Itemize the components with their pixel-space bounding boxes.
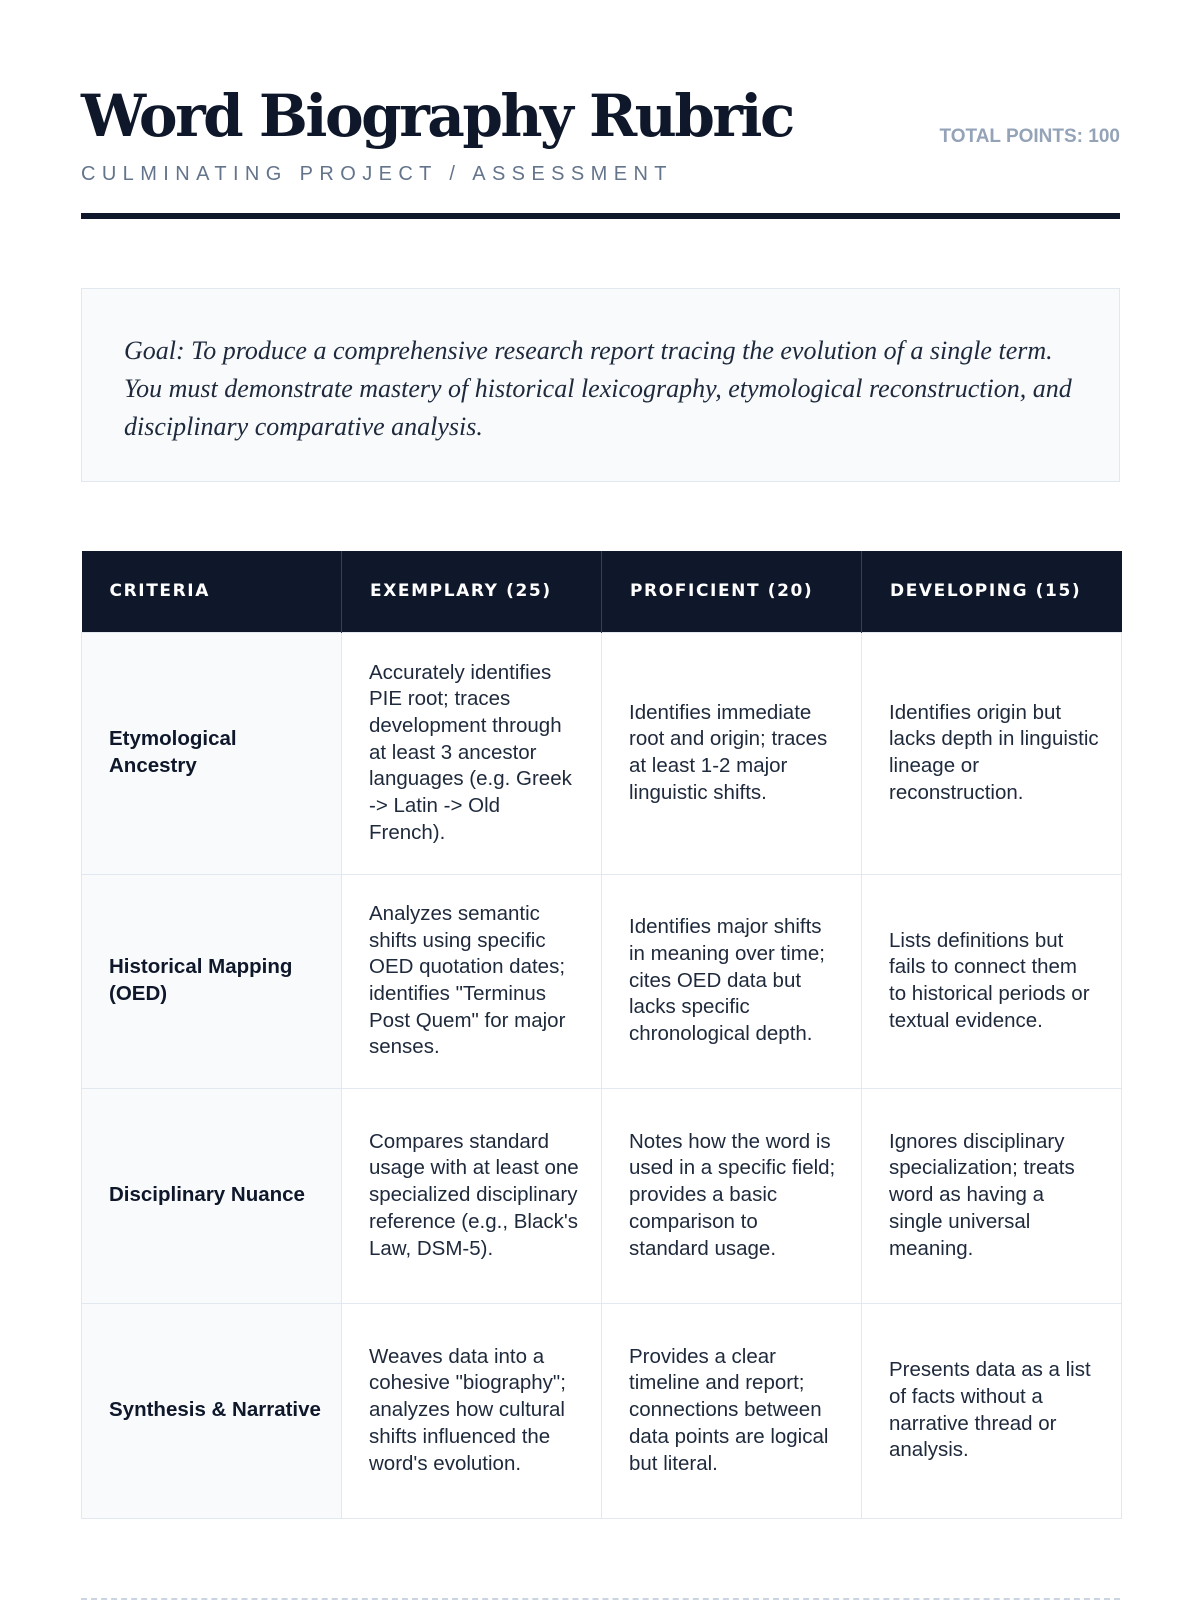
page-title: Word Biography Rubric [81,82,793,150]
table-row [82,1088,1122,1303]
developing-cell: Ignores disciplinary specialization; treats word as having a single universal meaning. [862,1088,1122,1303]
exemplary-cell: Weaves data into a cohesive "biography"; analyzes how cultural shifts influenced the word's evolution. [342,1303,602,1518]
developing-cell: Lists definitions but fails to connect them to historical periods or textual evidence. [862,874,1122,1088]
table-row [82,1303,1122,1518]
exemplary-cell: Accurately identifies PIE root; traces development through at least 3 ancestor languages (e.g. Greek -> Latin -> Old French). [342,632,602,874]
rubric-page [81,0,1120,1475]
criterion-cell: Disciplinary Nuance [82,1088,342,1303]
exemplary-cell: Compares standard usage with at least one specialized disciplinary reference (e.g., Black's Law, DSM-5). [342,1088,602,1303]
column-header-criteria: CRITERIA [82,551,342,632]
exemplary-cell: Analyzes semantic shifts using specific OED quotation dates; identifies "Terminus Post Quem" for major senses. [342,874,602,1088]
column-header-exemplary: EXEMPLARY (25) [342,551,602,632]
developing-cell: Identifies origin but lacks depth in linguistic lineage or reconstruction. [862,632,1122,874]
header-divider [81,213,1120,219]
page-header [81,0,1120,220]
rubric-header-row [82,551,1122,632]
table-row [82,874,1122,1088]
goal-text: Goal: To produce a comprehensive research report tracing the evolution of a single term. You must demonstrate mastery of historical lexicography, etymological reconstruction, and disciplinary comparative analysis. [124,336,1072,441]
proficient-cell: Notes how the word is used in a specific field; provides a basic comparison to standard usage. [602,1088,862,1303]
page-subtitle: CULMINATING PROJECT / ASSESSMENT [81,163,673,185]
criterion-cell: Etymological Ancestry [82,632,342,874]
criterion-cell: Historical Mapping (OED) [82,874,342,1088]
proficient-cell: Identifies major shifts in meaning over time; cites OED data but lacks specific chronological depth. [602,874,862,1088]
goal-box [81,288,1120,482]
criterion-cell: Synthesis & Narrative [82,1303,342,1518]
rubric-table [81,551,1122,1519]
developing-cell: Presents data as a list of facts without a narrative thread or analysis. [862,1303,1122,1518]
proficient-cell: Identifies immediate root and origin; traces at least 1-2 major linguistic shifts. [602,632,862,874]
total-points-label: TOTAL POINTS: 100 [939,126,1120,147]
table-row [82,632,1122,874]
column-header-developing: DEVELOPING (15) [890,581,1082,602]
proficient-cell: Provides a clear timeline and report; connections between data points are logical but literal. [602,1303,862,1518]
column-header-proficient: PROFICIENT (20) [602,551,862,632]
